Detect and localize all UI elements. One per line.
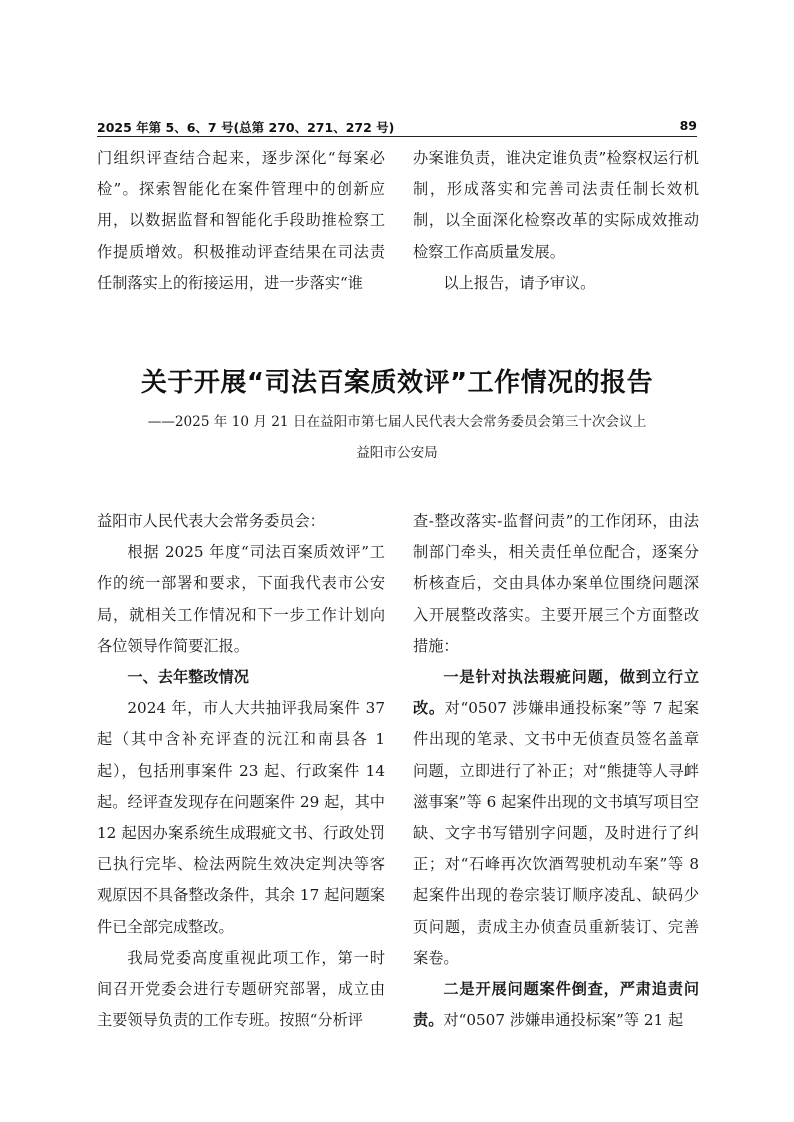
measure-2-paragraph — [413, 974, 699, 1036]
header-rule — [97, 136, 697, 137]
measure-1-body: 对“0507 涉嫌串通投标案”等 7 起案件出现的笔录、文书中无侦查员签名盖章问题，立即进行了补正；对“熊捷等人寻衅滋事案”等 6 起案件出现的文书填写项目空缺、文字书写错别字问题，及时进行了纠正；对“石峰再次饮酒驾驶机动车案”等 8 起案件出现的卷宗装订顺序凌乱、缺码少页问题，责成主办侦查员重新装订、完善案卷。 — [413, 699, 699, 967]
article-title: 关于开展“司法百案质效评”工作情况的报告 — [140, 368, 654, 398]
article-subtitle: ——2025 年 10 月 21 日在益阳市第七届人民代表大会常务委员会第三十次会议上 — [147, 414, 647, 430]
article-right-column — [413, 506, 699, 1036]
measure-1-paragraph — [413, 662, 699, 974]
previous-article-left-column — [97, 143, 385, 299]
section-heading: 一、去年整改情况 — [127, 668, 249, 687]
measure-2-body: 对“0507 涉嫌串通投标案”等 21 起 — [443, 1011, 684, 1030]
salutation: 益阳市人民代表大会常务委员会： — [97, 512, 325, 530]
page-number: 89 — [679, 118, 697, 133]
measure-1-lead: 一是针对执法瑕疵问题，做到立行立改。 — [413, 668, 699, 718]
paragraph-2024-review: 2024 年，市人大共抽评我局案件 37 起（其中含补充评查的沅江和南县各 1 起），包括刑事案件 23 起、行政案件 14 起。经评查发现存在问题案件 29 起，其中 12 起因办案系统生成瑕疵文书、行政处罚已执行完毕、检法两院生效决定判决等客观原因不具备整改条件，其余 17 起问题案件已全部完成整改。 — [97, 699, 385, 936]
measure-2-lead: 二是开展问题案件倒查，严肃追责问责。 — [413, 980, 699, 1030]
article-organization: 益阳市公安局 — [356, 445, 438, 461]
previous-article-text-right: 办案谁负责，谁决定谁负责”检察权运行机制，形成落实和完善司法责任制长效机制，以全面深化检察改革的实际成效推动检察工作高质量发展。 — [413, 149, 699, 261]
paragraph-party-committee: 我局党委高度重视此项工作，第一时间召开党委会进行专题研究部署，成立由主要领导负责的工作专班。按照“分析评 — [97, 948, 385, 1030]
running-header — [97, 118, 697, 136]
paragraph-work-loop: 查-整改落实-监督问责”的工作闭环，由法制部门牵头，相关责任单位配合，逐案分析核查后，交由具体办案单位围绕问题深入开展整改落实。主要开展三个方面整改措施： — [413, 512, 699, 655]
intro-paragraph: 根据 2025 年度“司法百案质效评”工作的统一部署和要求，下面我代表市公安局，就相关工作情况和下一步工作计划向各位领导作简要汇报。 — [97, 543, 385, 655]
issue-number: 2025 年第 5、6、7 号(总第 270、271、272 号) — [97, 120, 395, 135]
article-left-column — [97, 506, 385, 1036]
previous-article-text-left: 门组织评查结合起来，逐步深化“每案必检”。探索智能化在案件管理中的创新应用，以数据监督和智能化手段助推检察工作提质增效。积极推动评查结果在司法责任制落实上的衔接运用，进一步落实“谁 — [97, 149, 385, 292]
previous-article-closing: 以上报告，请予审议。 — [443, 273, 596, 292]
previous-article-right-column — [413, 143, 699, 299]
